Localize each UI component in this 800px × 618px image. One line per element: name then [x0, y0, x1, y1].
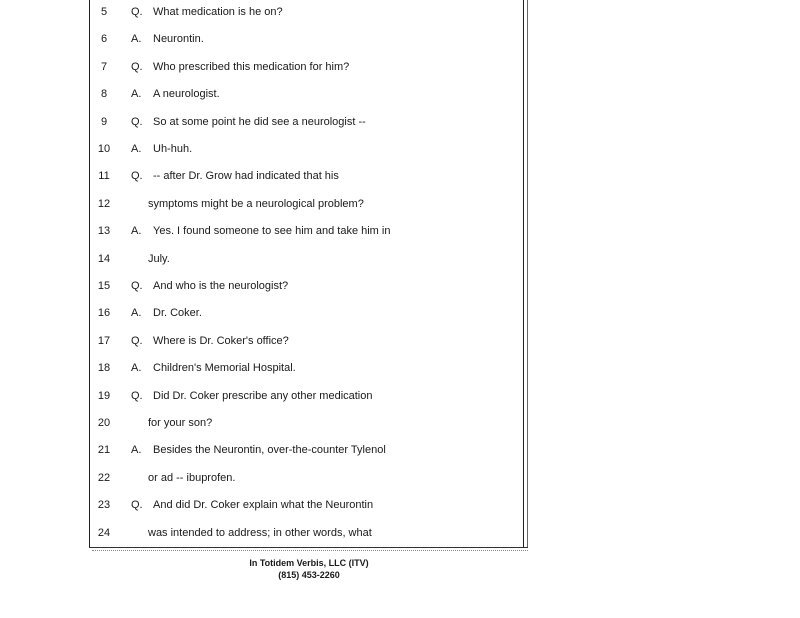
transcript-line — [0, 495, 523, 515]
transcript-line — [0, 194, 523, 214]
transcript-line — [0, 84, 523, 104]
transcript-line — [0, 413, 523, 433]
line-text: was intended to address; in other words, what — [148, 526, 372, 539]
left-margin-rule — [89, 0, 90, 548]
line-number: 24 — [97, 526, 111, 539]
transcript-line — [0, 358, 523, 378]
transcript-line — [0, 249, 523, 269]
line-text: Did Dr. Coker prescribe any other medication — [153, 389, 373, 402]
line-text: What medication is he on? — [153, 6, 283, 18]
transcript-line — [0, 386, 523, 406]
line-number: 7 — [100, 60, 108, 73]
transcript-line — [0, 221, 523, 241]
line-text: Children's Memorial Hospital. — [153, 362, 296, 375]
line-text: Yes. I found someone to see him and take him in — [153, 225, 391, 238]
transcript-line — [0, 468, 523, 488]
line-number: 14 — [97, 252, 111, 265]
transcript-line — [0, 523, 523, 543]
speaker-marker: Q. — [131, 389, 143, 402]
transcript-line — [0, 112, 523, 132]
line-text: Uh-huh. — [153, 143, 193, 155]
speaker-marker: A. — [131, 33, 142, 46]
line-number: 15 — [97, 280, 111, 292]
line-number: 12 — [97, 197, 111, 210]
bottom-border-rule-dotted — [92, 550, 528, 552]
line-text: Neurontin. — [153, 33, 204, 46]
line-text: So at some point he did see a neurologist -- — [153, 115, 366, 128]
transcript-line — [0, 276, 523, 296]
line-number: 8 — [100, 88, 108, 101]
line-number: 6 — [100, 33, 108, 46]
footer-company: In Totidem Verbis, LLC (ITV) — [249, 558, 369, 568]
right-margin-rule-outer — [527, 0, 528, 548]
line-text: A neurologist. — [153, 88, 220, 101]
line-number: 17 — [97, 334, 111, 347]
line-number: 9 — [100, 115, 108, 128]
speaker-marker: Q. — [131, 6, 143, 18]
transcript-line — [0, 139, 523, 159]
line-text: for your son? — [148, 417, 213, 429]
line-number: 20 — [97, 417, 111, 429]
line-text: symptoms might be a neurological problem? — [148, 197, 364, 210]
transcript-line — [0, 2, 523, 22]
speaker-marker: A. — [131, 225, 142, 238]
speaker-marker: Q. — [131, 334, 143, 347]
transcript-line — [0, 166, 523, 186]
line-number: 19 — [97, 389, 111, 402]
line-text: July. — [148, 252, 170, 265]
line-text: Dr. Coker. — [153, 307, 202, 320]
speaker-marker: A. — [131, 362, 142, 375]
bottom-border-rule — [89, 547, 528, 548]
line-number: 5 — [100, 6, 108, 18]
line-text: And did Dr. Coker explain what the Neurontin — [153, 499, 374, 512]
line-number: 10 — [97, 143, 111, 155]
transcript-line — [0, 57, 523, 77]
speaker-marker: Q. — [131, 170, 143, 183]
speaker-marker: A. — [131, 88, 142, 101]
line-text: And who is the neurologist? — [153, 280, 289, 292]
speaker-marker: Q. — [131, 115, 143, 128]
right-margin-rule — [523, 0, 524, 548]
line-number: 21 — [97, 444, 111, 457]
line-text: Who prescribed this medication for him? — [153, 60, 350, 73]
line-number: 16 — [97, 307, 111, 320]
footer-phone: (815) 453-2260 — [278, 570, 340, 580]
line-number: 11 — [98, 170, 110, 183]
transcript-line — [0, 331, 523, 351]
speaker-marker: Q. — [131, 280, 143, 292]
speaker-marker: A. — [131, 444, 142, 457]
transcript-line — [0, 440, 523, 460]
speaker-marker: Q. — [131, 499, 143, 512]
line-text: Besides the Neurontin, over-the-counter Tylenol — [153, 444, 386, 457]
line-text: -- after Dr. Grow had indicated that his — [153, 170, 339, 183]
line-text: or ad -- ibuprofen. — [148, 471, 236, 484]
speaker-marker: A. — [131, 307, 142, 320]
line-number: 13 — [97, 225, 111, 238]
line-number: 22 — [97, 471, 111, 484]
line-number: 18 — [97, 362, 111, 375]
line-number: 23 — [97, 499, 111, 512]
line-text: Where is Dr. Coker's office? — [153, 334, 289, 347]
speaker-marker: A. — [131, 143, 142, 155]
speaker-marker: Q. — [131, 60, 143, 73]
transcript-line — [0, 29, 523, 49]
transcript-line — [0, 303, 523, 323]
